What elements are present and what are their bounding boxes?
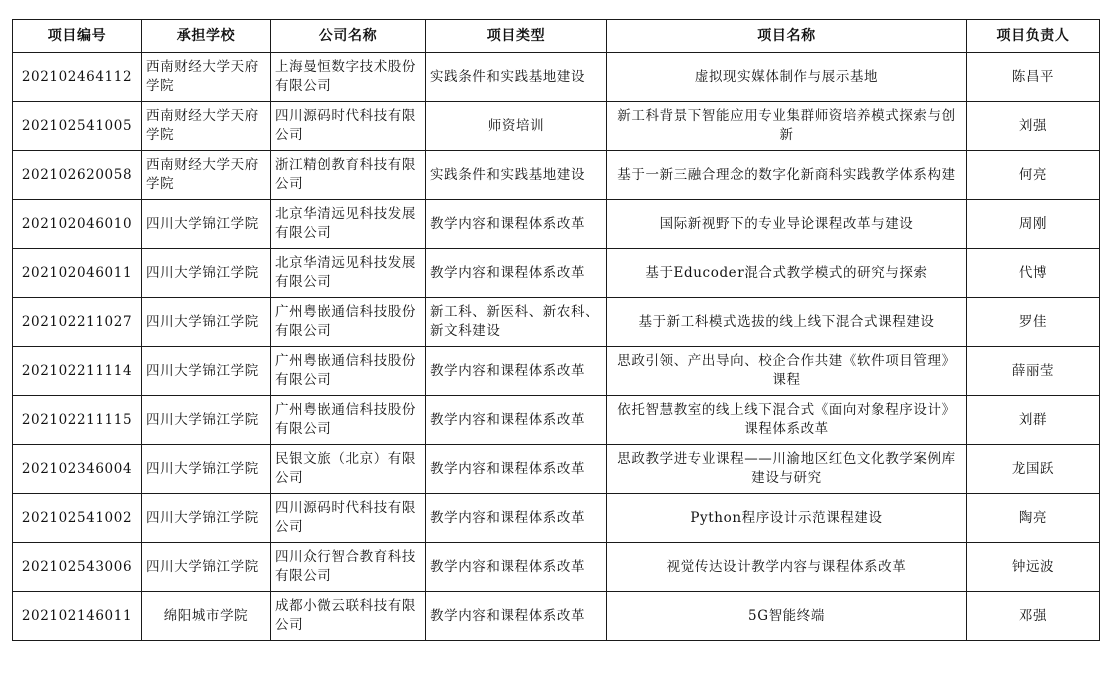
cell-project-id: 202102541002 xyxy=(13,494,142,543)
cell-project-type: 教学内容和课程体系改革 xyxy=(426,396,607,445)
cell-project-leader: 代博 xyxy=(967,249,1100,298)
header-project-id: 项目编号 xyxy=(13,20,142,53)
cell-project-type: 教学内容和课程体系改革 xyxy=(426,200,607,249)
cell-school: 四川大学锦江学院 xyxy=(142,249,271,298)
cell-project-name: 依托智慧教室的线上线下混合式《面向对象程序设计》课程体系改革 xyxy=(607,396,967,445)
cell-project-id: 202102146011 xyxy=(13,592,142,641)
cell-project-type: 实践条件和实践基地建设 xyxy=(426,53,607,102)
table-row xyxy=(13,396,1100,445)
cell-school: 四川大学锦江学院 xyxy=(142,543,271,592)
cell-company: 四川源码时代科技有限公司 xyxy=(271,494,426,543)
header-project-name: 项目名称 xyxy=(607,20,967,53)
cell-project-type: 教学内容和课程体系改革 xyxy=(426,249,607,298)
table-row xyxy=(13,347,1100,396)
cell-school: 四川大学锦江学院 xyxy=(142,445,271,494)
cell-project-type: 教学内容和课程体系改革 xyxy=(426,347,607,396)
cell-project-leader: 刘群 xyxy=(967,396,1100,445)
cell-school: 西南财经大学天府学院 xyxy=(142,102,271,151)
table-row xyxy=(13,151,1100,200)
cell-project-leader: 罗佳 xyxy=(967,298,1100,347)
cell-project-id: 202102046011 xyxy=(13,249,142,298)
header-project-leader: 项目负责人 xyxy=(967,20,1100,53)
cell-school: 四川大学锦江学院 xyxy=(142,347,271,396)
cell-project-type: 教学内容和课程体系改革 xyxy=(426,494,607,543)
cell-project-id: 202102346004 xyxy=(13,445,142,494)
cell-school: 四川大学锦江学院 xyxy=(142,298,271,347)
cell-school: 四川大学锦江学院 xyxy=(142,200,271,249)
cell-project-leader: 刘强 xyxy=(967,102,1100,151)
table-row xyxy=(13,494,1100,543)
cell-project-name: Python程序设计示范课程建设 xyxy=(607,494,967,543)
cell-project-id: 202102541005 xyxy=(13,102,142,151)
cell-project-name: 国际新视野下的专业导论课程改革与建设 xyxy=(607,200,967,249)
cell-school: 绵阳城市学院 xyxy=(142,592,271,641)
header-school: 承担学校 xyxy=(142,20,271,53)
cell-project-name: 5G智能终端 xyxy=(607,592,967,641)
cell-project-name: 基于一新三融合理念的数字化新商科实践教学体系构建 xyxy=(607,151,967,200)
cell-project-type: 师资培训 xyxy=(426,102,607,151)
cell-company: 广州粤嵌通信科技股份有限公司 xyxy=(271,347,426,396)
table-row xyxy=(13,53,1100,102)
cell-project-id: 202102211027 xyxy=(13,298,142,347)
table-row xyxy=(13,200,1100,249)
cell-project-name: 视觉传达设计教学内容与课程体系改革 xyxy=(607,543,967,592)
cell-project-leader: 薛丽莹 xyxy=(967,347,1100,396)
cell-company: 广州粤嵌通信科技股份有限公司 xyxy=(271,298,426,347)
table-row xyxy=(13,249,1100,298)
cell-project-type: 实践条件和实践基地建设 xyxy=(426,151,607,200)
cell-school: 西南财经大学天府学院 xyxy=(142,53,271,102)
cell-project-leader: 陶亮 xyxy=(967,494,1100,543)
cell-school: 西南财经大学天府学院 xyxy=(142,151,271,200)
cell-project-id: 202102211114 xyxy=(13,347,142,396)
cell-project-id: 202102211115 xyxy=(13,396,142,445)
projects-table xyxy=(12,19,1100,641)
cell-project-name: 基于新工科模式选拔的线上线下混合式课程建设 xyxy=(607,298,967,347)
header-project-type: 项目类型 xyxy=(426,20,607,53)
cell-project-leader: 何亮 xyxy=(967,151,1100,200)
table-row xyxy=(13,298,1100,347)
table-row xyxy=(13,543,1100,592)
cell-company: 北京华清远见科技发展有限公司 xyxy=(271,200,426,249)
cell-company: 广州粤嵌通信科技股份有限公司 xyxy=(271,396,426,445)
cell-company: 上海曼恒数字技术股份有限公司 xyxy=(271,53,426,102)
table-row xyxy=(13,445,1100,494)
cell-project-leader: 周刚 xyxy=(967,200,1100,249)
cell-project-leader: 陈昌平 xyxy=(967,53,1100,102)
cell-company: 四川众行智合教育科技有限公司 xyxy=(271,543,426,592)
cell-project-name: 新工科背景下智能应用专业集群师资培养模式探索与创新 xyxy=(607,102,967,151)
cell-project-name: 思政引领、产出导向、校企合作共建《软件项目管理》课程 xyxy=(607,347,967,396)
cell-project-id: 202102464112 xyxy=(13,53,142,102)
cell-project-type: 教学内容和课程体系改革 xyxy=(426,592,607,641)
header-company: 公司名称 xyxy=(271,20,426,53)
cell-project-id: 202102046010 xyxy=(13,200,142,249)
cell-company: 四川源码时代科技有限公司 xyxy=(271,102,426,151)
cell-project-name: 思政教学进专业课程——川渝地区红色文化教学案例库建设与研究 xyxy=(607,445,967,494)
cell-school: 四川大学锦江学院 xyxy=(142,494,271,543)
table-row xyxy=(13,592,1100,641)
cell-project-type: 教学内容和课程体系改革 xyxy=(426,543,607,592)
cell-company: 北京华清远见科技发展有限公司 xyxy=(271,249,426,298)
cell-project-leader: 龙国跃 xyxy=(967,445,1100,494)
cell-project-type: 新工科、新医科、新农科、新文科建设 xyxy=(426,298,607,347)
cell-project-id: 202102620058 xyxy=(13,151,142,200)
table-row xyxy=(13,102,1100,151)
cell-project-leader: 钟远波 xyxy=(967,543,1100,592)
cell-company: 民银文旅（北京）有限公司 xyxy=(271,445,426,494)
cell-project-name: 虚拟现实媒体制作与展示基地 xyxy=(607,53,967,102)
cell-project-type: 教学内容和课程体系改革 xyxy=(426,445,607,494)
cell-company: 浙江精创教育科技有限公司 xyxy=(271,151,426,200)
cell-school: 四川大学锦江学院 xyxy=(142,396,271,445)
cell-project-id: 202102543006 xyxy=(13,543,142,592)
cell-project-leader: 邓强 xyxy=(967,592,1100,641)
cell-project-name: 基于Educoder混合式教学模式的研究与探索 xyxy=(607,249,967,298)
cell-company: 成都小微云联科技有限公司 xyxy=(271,592,426,641)
header-row xyxy=(13,20,1100,53)
